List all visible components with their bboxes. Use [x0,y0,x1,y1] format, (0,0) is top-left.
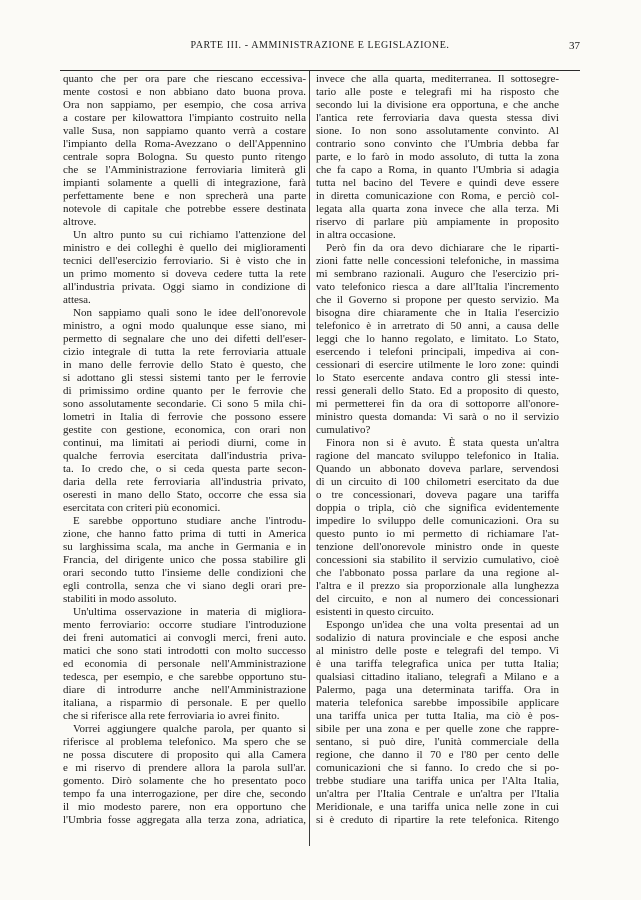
text-line: gestite con gestione, economica, con orari non [63,424,306,436]
text-line: dei freni automatici ai convogli merci, freni auto. [63,632,306,644]
left-column [63,73,306,827]
text-line: sibile per una zona e per quelle zone che rappre- [316,723,559,735]
text-line: si adottano gli stessi sistemi tanto per le ferrovie [63,372,306,384]
text-line: Un'ultima osservazione in materia di migliora- [73,606,306,618]
text-line: continui, ma limitati ai periodi diurni, come in [63,437,306,449]
text-line: ed economia di personale nell'Amministrazione [63,658,306,670]
text-line: Un altro punto su cui richiamo l'attenzione del [73,229,306,241]
text-line: stabiliti in modo assoluto. [63,593,177,605]
text-line: che il Governo si propone per questo servizio. Ma [316,294,559,306]
text-line: ministro, a ogni modo qualunque esse siano, mi [63,320,306,332]
text-line: egli controlla, senza che vi siano degli orari pre- [63,580,306,592]
text-line: Ora non sappiamo, per esempio, che cosa arriva [63,99,306,111]
text-line: che fa capo a Roma, in quanto l'Umbria si adagia [316,164,559,176]
text-line: ressi generali dello Stato. Ed a proposito di questo, [316,385,559,397]
text-line: esercendo i telefoni principali, impediva ai con- [316,346,559,358]
text-line: telefonico è in arretrato di 50 anni, a causa delle [316,320,559,332]
text-line: o tre concessionari, doveva pagare una tariffa [316,489,559,501]
text-line: in diretta comunicazione con Roma, e perciò col- [316,190,559,202]
text-line: attesa. [63,294,91,306]
text-line: qualsiasi cittadino italiano, telegrafi a Milano e a [316,671,559,683]
text-line: in mano delle ferrovie dello Stato è questo, che [63,359,306,371]
text-line: un'altra per l'Italia Centrale e un'altra per l'Italia [316,788,559,800]
text-line: su larghissima scala, ma anche in Germania e in [63,541,306,553]
text-line: l'antica rete ferroviaria dava questa stessa divi [316,112,559,124]
text-line: che si riferisce alla rete ferroviaria io avrei finito. [63,710,280,722]
text-line: lo Stato esercente andava contro gli stessi inte- [316,372,559,384]
text-line: del circuito, e non al numero dei concessionari [316,593,559,605]
text-line: lometri in Italia di ferrovie che possono essere [63,411,306,423]
text-line: in altra occasione. [316,229,396,241]
text-line: vato telefonico riesca a dare all'Italia l'incremento [316,281,559,293]
text-line: qualche ferrovia esercitata dall'industria priva- [63,450,306,462]
page-header [60,40,580,56]
text-line: zioni fatte nelle concessioni telefoniche, in massima [316,255,559,267]
text-line: l'impianto della Roma-Avezzano o dell'Appennino [63,138,306,150]
text-line: impianti solamente a quelli di integrazione, farà [63,177,306,189]
text-line: leggi che lo hanno regolato, e limitato. Lo Stato, [316,333,559,345]
text-line: impedire lo sviluppo delle comunicazioni. Ora su [316,515,559,527]
text-line: daria della rete ferroviaria all'industria privato, [63,476,306,488]
text-line: ta. Io credo che, o si ceda questa parte secon- [63,463,306,475]
text-line: l'altra e il prezzo sia proporzionale alla lunghezza [316,580,559,592]
text-line: comunicazioni che si fanno. Io credo che si po- [316,762,559,774]
text-line: gomento. Dirò solamente che ho presentato poco [63,775,306,787]
text-line: riservo di parlare più ampiamente in proposito [316,216,559,228]
text-line: un primo momento si doveva cedere tutta la rete [63,268,306,280]
column-divider [309,71,310,846]
text-line: esistenti in questo circuito. [316,606,434,618]
text-line: sentano, si può dire, l'unità commerciale della [316,736,559,748]
text-line: italiana, a risparmio di personale. E per quello [63,697,306,709]
text-line: bisogna dire chiaramente che in Italia l'esercizio [316,307,559,319]
text-line: quanto che per ora pare che riescano eccessiva- [63,73,306,85]
text-line: all'industria privata. Oggi siamo in condizione di [63,281,306,293]
text-line: tenzione dell'onorevole ministro onde in queste [316,541,559,553]
text-line: sodalizio di natura provinciale e che esposi anche [316,632,559,644]
text-line: regione, che danno il 70 e l'80 per cento delle [316,749,559,761]
text-line: permetto di segnalare che uno dei difetti dell'eser- [63,333,306,345]
text-line: ne possa discutere di proposito qui alla Camera [63,749,306,761]
text-line: questo punto io mi permetto di richiamare l'at- [316,528,559,540]
text-line: orari secondo tutto l'insieme delle condizioni che [63,567,306,579]
text-line: Finora non si è avuto. È stata questa un'altra [326,437,559,449]
text-line: che se l'Amministrazione ferroviaria limiterà gli [63,164,306,176]
text-line: una tariffa unica per tutta Italia, ma ciò è pos- [316,710,559,722]
text-line: tecnici dell'esercizio ferroviario. Si è visto che in [63,255,306,267]
text-line: mente costosi e non abbiano dato buona prova. [63,86,306,98]
text-line: parte, e lo farò in modo assoluto, di tutta la zona [316,151,559,163]
text-line: E sarebbe opportuno studiare anche l'introdu- [73,515,306,527]
page-number: 37 [569,40,580,52]
text-line: oseresti in mano dello Stato, occorre che essa sia [63,489,306,501]
text-line: perfettamente bene e non sprecherà una parte [63,190,306,202]
text-line: ragione del mancato sviluppo telefonico in Italia. [316,450,559,462]
running-title: PARTE III. - AMMINISTRAZIONE E LEGISLAZIONE. [190,40,450,51]
text-line: Quando un abbonato doveva parlare, servendosi [316,463,559,475]
text-line: l'Umbria fosse aggregata alla terza zona, adriatica, [63,814,306,826]
text-line: tedesca, per esempio, e che sarebbe opportuno stu- [63,671,306,683]
text-line: secondo lui la divisione era opportuna, e che anche [316,99,559,111]
text-line: Francia, del dirigente unico che possa stabilire gli [63,554,306,566]
text-line: ministro e dei colleghi è quello dei miglioramenti [63,242,306,254]
text-line: materia telefonica sarebbe impossibile applicare [316,697,559,709]
text-line: che l'abbonato possa parlare da una regione al- [316,567,559,579]
text-line: sione. Io non sono assolutamente convinto. Al [316,125,559,137]
text-line: di primissimo ordine quanto per le ferrovie che [63,385,306,397]
text-line: notevole di capitale che potrebbe essere destinata [63,203,306,215]
text-line: Però fin da ora devo dichiarare che le riparti- [326,242,559,254]
text-line: si è creduto di ripartire la rete telefonica. Ritengo [316,814,559,826]
text-line: doppia o tripla, ciò che significa evidentemente [316,502,559,514]
text-line: e mi riservo di prendere allora la parola sull'ar. [63,762,306,774]
text-line: invece che alla quarta, mediterranea. Il sottosegre- [316,73,559,85]
text-line: cizio integrale di tutta la rete ferroviaria attuale [63,346,306,358]
text-line: contrario sono convinto che l'Umbria debba far [316,138,559,150]
text-line: centrale sopra Bologna. Su questo punto ritengo [63,151,306,163]
text-line: Espongo un'idea che una volta presentai ad un [326,619,559,631]
text-line: Vorrei aggiungere qualche parola, per quanto si [73,723,306,735]
text-line: esercitata con criteri più economici. [63,502,221,514]
text-line: trebbe studiare una tariffa unica per l'Alta Italia, [316,775,559,787]
text-line: riferisce al problema telefonico. Ma spero che se [63,736,306,748]
text-line: cessionari di esercire utilmente le loro zone: quindi [316,359,559,371]
text-line: mi permetterei fin da ora di sottoporre all'onore- [316,398,559,410]
text-line: legata alla quarta zona invece che alla terza. Mi [316,203,559,215]
text-line: sono assolutamente secondarie. Ci sono 5 mila chi- [63,398,306,410]
text-line: Palermo, paga una determinata tariffa. Ora in [316,684,559,696]
text-line: tario alle poste e telegrafi mi ha risposto che [316,86,559,98]
text-line: altrove. [63,216,97,228]
text-line: cumulativo? [316,424,371,436]
text-line: mi sembrano razionali. Auguro che l'esercizio pri- [316,268,559,280]
text-line: matici che sono stati introdotti con molto successo [63,645,306,657]
text-line: ministro questa domanda: Vi sarà o no il servizio [316,411,559,423]
text-line: tempo fa una interrogazione, per dire che, secondo [63,788,306,800]
text-line: tutta nel bacino del Tevere e quindi deve essere [316,177,559,189]
text-line: Non sappiamo quali sono le idee dell'onorevole [73,307,306,319]
text-line: mento ferroviario: occorre studiare l'introduzione [63,619,306,631]
text-line: concessioni sia stabilito il servizio cumulativo, cioè [316,554,559,566]
text-line: al ministro delle poste e telegrafi del tempo. Vi [316,645,559,657]
text-line: diare di introdurre anche nell'Amministrazione [63,684,306,696]
text-line: zione, che hanno fatto prima di tutti in America [63,528,306,540]
text-line: è una tariffa telegrafica unica per tutta Italia; [316,658,559,670]
text-line: valle Susa, non sappiamo quanto verrà a costare [63,125,306,137]
header-rule [60,70,580,71]
text-line: il mio modesto parere, non era opportuno che [63,801,306,813]
text-line: di un circuito di 100 chilometri esercitato da due [316,476,559,488]
right-column [316,73,559,827]
text-line: a costare per kilowattora l'impianto costruito nella [63,112,306,124]
text-line: Meridionale, e una tariffa unica nelle zone in cui [316,801,559,813]
